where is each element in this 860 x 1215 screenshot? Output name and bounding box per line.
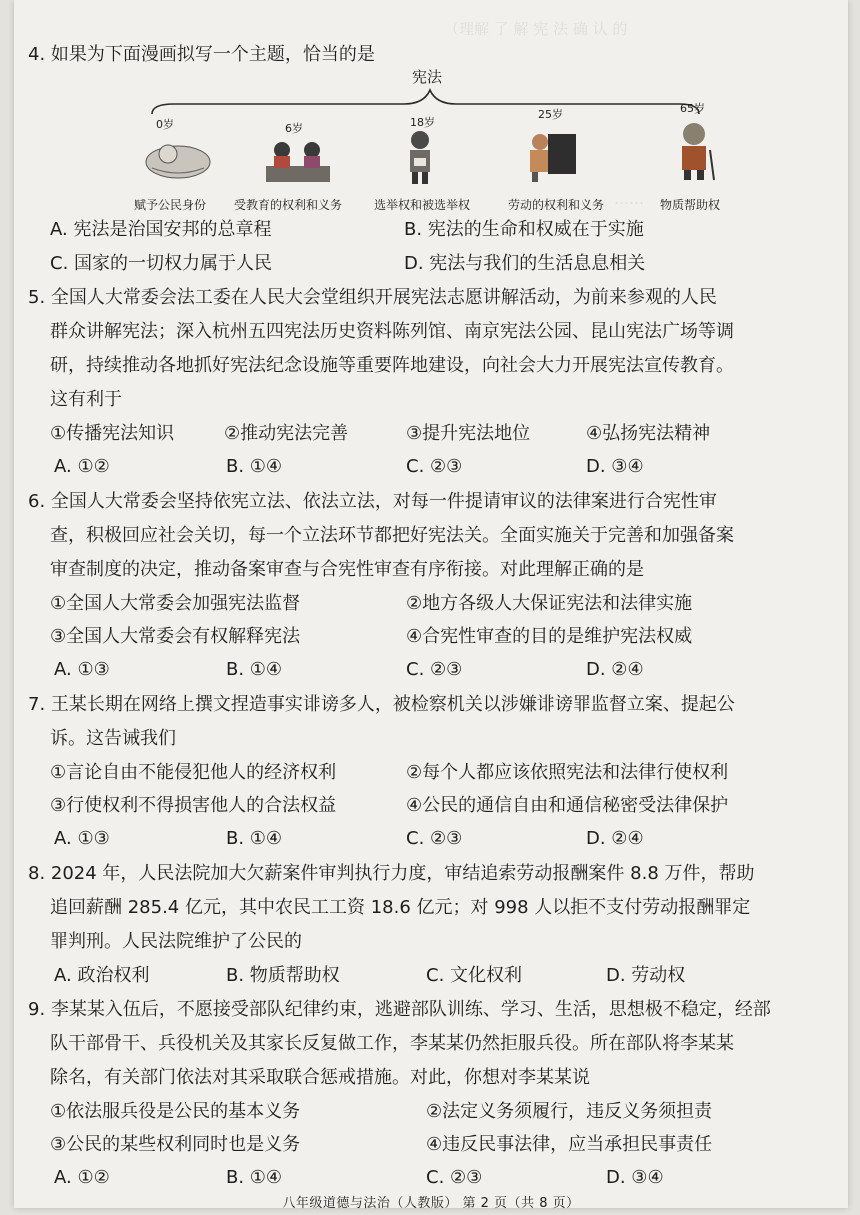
stage-caption: 赋予公民身份 [134, 198, 207, 212]
voter-icon [400, 128, 440, 188]
cartoon-title: 宪法 [412, 68, 443, 86]
q4-option-c: C. 国家的一切权力属于人民 [50, 253, 273, 274]
q4-option-a: A. 宪法是治国安邦的总章程 [50, 219, 272, 240]
q8-option-c: C. 文化权利 [426, 965, 523, 986]
q7-option-c: C. ②③ [406, 828, 463, 849]
q9-stem-line: 9. 李某某入伍后，不愿接受部队纪律约束，逃避部队训练、学习、生活，思想极不稳定，经部 [28, 999, 771, 1020]
q7-item: ②每个人都应该依照宪法和法律行使权利 [406, 762, 729, 783]
q6-option-d: D. ②④ [586, 659, 644, 680]
bleed-through-text: （理解 了 解 宪 法 确 认 的 [444, 20, 628, 38]
worker-icon [522, 124, 582, 184]
q5-item: ④弘扬宪法精神 [586, 423, 711, 444]
stage-caption: 受教育的权利和义务 [234, 198, 343, 212]
q5-stem-line: 这有利于 [50, 389, 122, 410]
q9-option-d: D. ③④ [606, 1167, 664, 1188]
baby-icon [142, 132, 214, 182]
q5-option-a: A. ①② [54, 456, 110, 477]
q6-stem-line: 6. 全国人大常委会坚持依宪立法、依法立法，对每一件提请审议的法律案进行合宪性审 [28, 491, 717, 512]
students-icon [262, 136, 334, 186]
q7-stem-line: 诉。这告诫我们 [50, 728, 176, 749]
q8-option-b: B. 物质帮助权 [226, 965, 340, 986]
q5-item: ②推动宪法完善 [224, 423, 349, 444]
age-label: 6岁 [285, 122, 303, 135]
q5-option-b: B. ①④ [226, 456, 283, 477]
q8-option-a: A. 政治权利 [54, 965, 150, 986]
page-footer: 八年级道德与法治（人教版） 第 2 页（共 8 页） [282, 1196, 580, 1211]
q5-option-d: D. ③④ [586, 456, 644, 477]
q6-option-c: C. ②③ [406, 659, 463, 680]
q9-item: ②法定义务须履行，违反义务须担责 [426, 1101, 713, 1122]
q8-stem-line: 追回薪酬 285.4 亿元，其中农民工工资 18.6 亿元；对 998 人以拒不支付劳动报酬罪定 [50, 897, 751, 918]
q9-item: ④违反民事法律，应当承担民事责任 [426, 1134, 713, 1155]
q8-stem-line: 8. 2024 年，人民法院加大欠薪案件审判执行力度，审结追索劳动报酬案件 8.8 万件，帮助 [28, 863, 755, 884]
elder-icon [672, 120, 718, 182]
q5-option-c: C. ②③ [406, 456, 463, 477]
q8-stem-line: 罪判刑。人民法院维护了公民的 [50, 931, 302, 952]
q5-stem-line: 5. 全国人大常委会法工委在人民大会堂组织开展宪法志愿讲解活动，为前来参观的人民 [28, 287, 717, 308]
q4-option-b: B. 宪法的生命和权威在于实施 [404, 219, 644, 240]
q9-stem-line: 除名，有关部门依法对其采取联合惩戒措施。对此，你想对李某某说 [50, 1067, 590, 1088]
q6-item: ①全国人大常委会加强宪法监督 [50, 593, 301, 614]
q9-option-b: B. ①④ [226, 1167, 283, 1188]
q6-item: ④合宪性审查的目的是维护宪法权威 [406, 626, 693, 647]
q7-stem-line: 7. 王某长期在网络上撰文捏造事实诽谤多人，被检察机关以涉嫌诽谤罪监督立案、提起公 [28, 694, 735, 715]
age-label: 18岁 [410, 116, 435, 129]
q8-option-d: D. 劳动权 [606, 965, 686, 986]
q5-item: ①传播宪法知识 [50, 423, 175, 444]
stage-caption: 选举权和被选举权 [374, 198, 471, 212]
q4-option-d: D. 宪法与我们的生活息息相关 [404, 253, 646, 274]
q9-item: ③公民的某些权利同时也是义务 [50, 1134, 301, 1155]
q7-item: ④公民的通信自由和通信秘密受法律保护 [406, 795, 729, 816]
stage-caption: 劳动的权利和义务 [508, 198, 605, 212]
q9-option-a: A. ①② [54, 1167, 110, 1188]
q6-item: ③全国人大常委会有权解释宪法 [50, 626, 301, 647]
q6-option-b: B. ①④ [226, 659, 283, 680]
age-label: 25岁 [538, 108, 563, 121]
q7-item: ③行使权利不得损害他人的合法权益 [50, 795, 337, 816]
q9-stem-line: 队干部骨干、兵役机关及其家长反复做工作，李某某仍然拒服兵役。所在部队将李某某 [50, 1033, 734, 1054]
age-label: 65岁 [680, 102, 705, 115]
q9-option-c: C. ②③ [426, 1167, 483, 1188]
q7-item: ①言论自由不能侵犯他人的经济权利 [50, 762, 337, 783]
q4-stem: 4. 如果为下面漫画拟写一个主题，恰当的是 [28, 44, 375, 65]
q6-item: ②地方各级人大保证宪法和法律实施 [406, 593, 693, 614]
q5-stem-line: 研，持续推动各地抓好宪法纪念设施等重要阵地建设，向社会大力开展宪法宣传教育。 [50, 355, 734, 376]
constitution-cartoon [134, 62, 734, 212]
age-label: 0岁 [156, 118, 174, 131]
q7-option-d: D. ②④ [586, 828, 644, 849]
q5-stem-line: 群众讲解宪法；深入杭州五四宪法历史资料陈列馆、南京宪法公园、昆山宪法广场等调 [50, 321, 734, 342]
q6-stem-line: 查，积极回应社会关切，每一个立法环节都把好宪法关。全面实施关于完善和加强备案 [50, 525, 734, 546]
bleed-through-text: …… [614, 190, 644, 208]
q7-option-b: B. ①④ [226, 828, 283, 849]
q9-item: ①依法服兵役是公民的基本义务 [50, 1101, 301, 1122]
q5-item: ③提升宪法地位 [406, 423, 531, 444]
q7-option-a: A. ①③ [54, 828, 110, 849]
q6-stem-line: 审查制度的决定，推动备案审查与合宪性审查有序衔接。对此理解正确的是 [50, 559, 644, 580]
stage-caption: 物质帮助权 [660, 198, 721, 212]
q6-option-a: A. ①③ [54, 659, 110, 680]
exam-page [14, 0, 848, 1208]
